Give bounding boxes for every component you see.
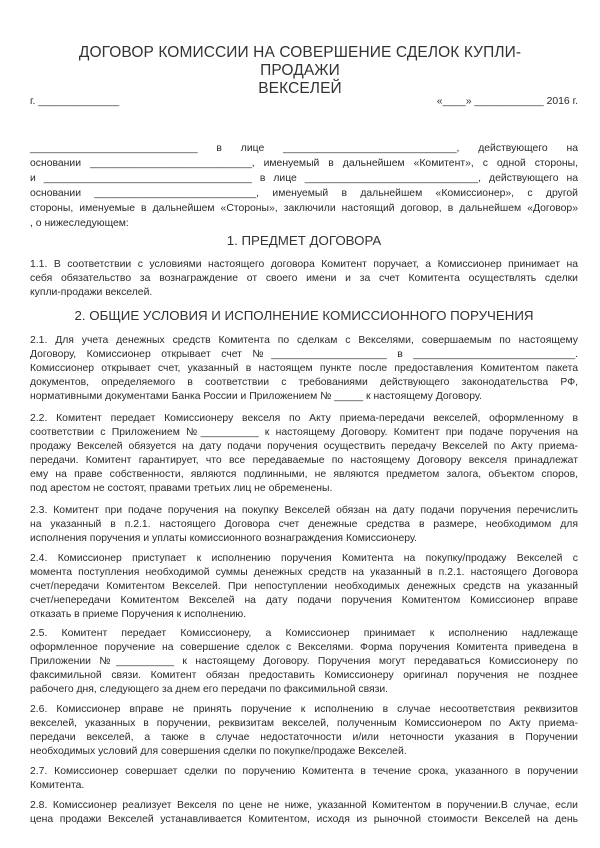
- document-title-line-2: ВЕКСЕЛЕЙ: [258, 80, 342, 97]
- paragraph-line: ему на праве собственности, являются подлинными, не являются предметом залога, объектом споров,: [30, 469, 578, 480]
- paragraph-line: счет/непередачи Комитентом Векселей на дату подачи поручения Комитентом Комиссионер вправе: [30, 595, 578, 606]
- paragraph-line: 2.4. Комиссионер приступает к исполнению поручения Комитента на покупку/продажу Векселей с: [30, 553, 578, 564]
- parties-line: _____________________________ в лице ______________________________, действующего на: [30, 143, 578, 154]
- document-title: [40, 44, 560, 98]
- document-title-line-1: ДОГОВОР КОМИССИИ НА СОВЕРШЕНИЕ СДЕЛОК КУПЛИ-ПРОДАЖИ: [78, 44, 522, 79]
- paragraph-line: Договору, Комиссионер открывает счет №____________________ в ____________________________.: [30, 349, 578, 360]
- parties-line: стороны, именуемые в дальнейшем «Стороны», заключили настоящий договор, в дальнейшем «Договор»: [30, 203, 578, 214]
- parties-line: , о нижеследующем:: [30, 218, 129, 229]
- paragraph-line: соответствии с Приложением №__________ к настоящему Договору. Комитент при подаче поручения на: [30, 427, 578, 438]
- paragraph-line: момента поступления необходимой суммы денежных средств на указанный в п.2.1. настоящего Договора: [30, 567, 578, 578]
- paragraph-line: нормативными документами Банка России и Приложением № _____ к настоящему Договору.: [30, 391, 482, 402]
- paragraph-line: рабочего дня, следующего за днем его передачи по факсимильной связи.: [30, 684, 389, 695]
- paragraph-line: на указанный в п.2.1. настоящего Договора счет денежные средства в размере, необходимом для: [30, 519, 578, 530]
- parties-line: и ____________________________________ в лице ______________________________, действующего на: [30, 173, 578, 184]
- paragraph-line: факсимильной связи. Комитент обязан предоставить Комиссионеру оригинал поручения не позднее: [30, 670, 578, 681]
- paragraph-line: 1.1. В соответствии с условиями настоящего договора Комитент поручает, а Комиссионер принимает на: [30, 259, 578, 270]
- paragraph-line: счет/передачи Комитентом Векселей. При непоступлении необходимых денежных средств на указанный: [30, 581, 578, 592]
- paragraph-line: векселей, указанных в поручении, реквизитам векселей, полученным Комиссионером по Акту приема-: [30, 718, 578, 729]
- paragraph-line: 2.2. Комитент передает Комиссионеру векселя по Акту приема-передачи векселей, оформленному в: [30, 413, 578, 424]
- place-field: г. ______________: [30, 96, 120, 107]
- paragraph-line: продажу Векселей обязуется на дату подачи поручения осуществить передачу Векселей по Акту приема-: [30, 441, 578, 452]
- paragraph-line: передачи векселей, а также в случае недостаточности и/или неточности указания в Поручении: [30, 732, 578, 743]
- paragraph-line: 2.1. Для учета денежных средств Комитента по сделкам с Векселями, совершаемым по настоящему: [30, 335, 578, 346]
- section-2-heading: 2. ОБЩИЕ УСЛОВИЯ И ИСПОЛНЕНИЕ КОМИССИОННОГО ПОРУЧЕНИЯ: [74, 308, 534, 323]
- date-field: «____» ____________ 2016 г.: [436, 96, 578, 107]
- paragraph-line: цена продажи Векселей устанавливается Комитентом, исходя из рыночной стоимости Векселей на день: [30, 814, 578, 825]
- parties-line: основании ____________________________, именуемый в дальнейшем «Комитент», с одной стороны,: [30, 158, 578, 169]
- paragraph-line: Приложении №__________ к настоящему Договору. Поручения могут передаваться Комиссионеру по: [30, 656, 578, 667]
- paragraph-line: 2.7. Комиссионер совершает сделки по поручению Комитента в течение срока, указанного в поручении: [30, 766, 578, 777]
- paragraph-line: исполнения поручения и уплаты комиссионного вознаграждения Комиссионеру.: [30, 533, 417, 544]
- paragraph-line: оформленное поручение на совершение сделок с Векселями. Форма поручения Комитента приведена в: [30, 642, 578, 653]
- paragraph-line: документов, определяемого в соответствии с требованиями действующего законодательства РФ,: [30, 377, 578, 388]
- paragraph-line: передачи. Комитент гарантирует, что все передаваемые по настоящему Договору векселя принадлежат: [30, 455, 578, 466]
- paragraph-line: Комиссионер открывает счет, указанный в настоящем пункте после предоставления Комитентом пакета: [30, 363, 578, 374]
- parties-line: основании ____________________________, именуемый в дальнейшем «Комиссионер», с другой: [30, 188, 578, 199]
- paragraph-line: 2.6. Комиссионер вправе не принять поручение к исполнению в случае несоответствия реквизитов: [30, 704, 578, 715]
- paragraph-line: необходимых условий для совершения сделки по покупке/продаже Векселей.: [30, 746, 407, 757]
- paragraph-line: под арестом не состоят, правами третьих лиц не обременены.: [30, 483, 333, 494]
- paragraph-line: отказать в приеме Поручения к исполнению.: [30, 609, 247, 620]
- paragraph-line: 2.8. Комиссионер реализует Векселя по цене не ниже, указанной Комитентом в поручении.В случае, если: [30, 800, 578, 811]
- paragraph-line: себя обязательство за вознаграждение от своего имени и за счет Комитента осуществлять сделки: [30, 273, 578, 284]
- paragraph-line: 2.3. Комитент при подаче поручения на покупку Векселей обязан на дату подачи поручения перечислить: [30, 505, 578, 516]
- section-1-heading: 1. ПРЕДМЕТ ДОГОВОРА: [226, 233, 382, 248]
- paragraph-line: Комитента.: [30, 780, 85, 791]
- paragraph-line: 2.5. Комитент передает Комиссионеру, а Комиссионер принимает к исполнению надлежаще: [30, 628, 578, 639]
- paragraph-line: купли-продажи векселей.: [30, 287, 153, 298]
